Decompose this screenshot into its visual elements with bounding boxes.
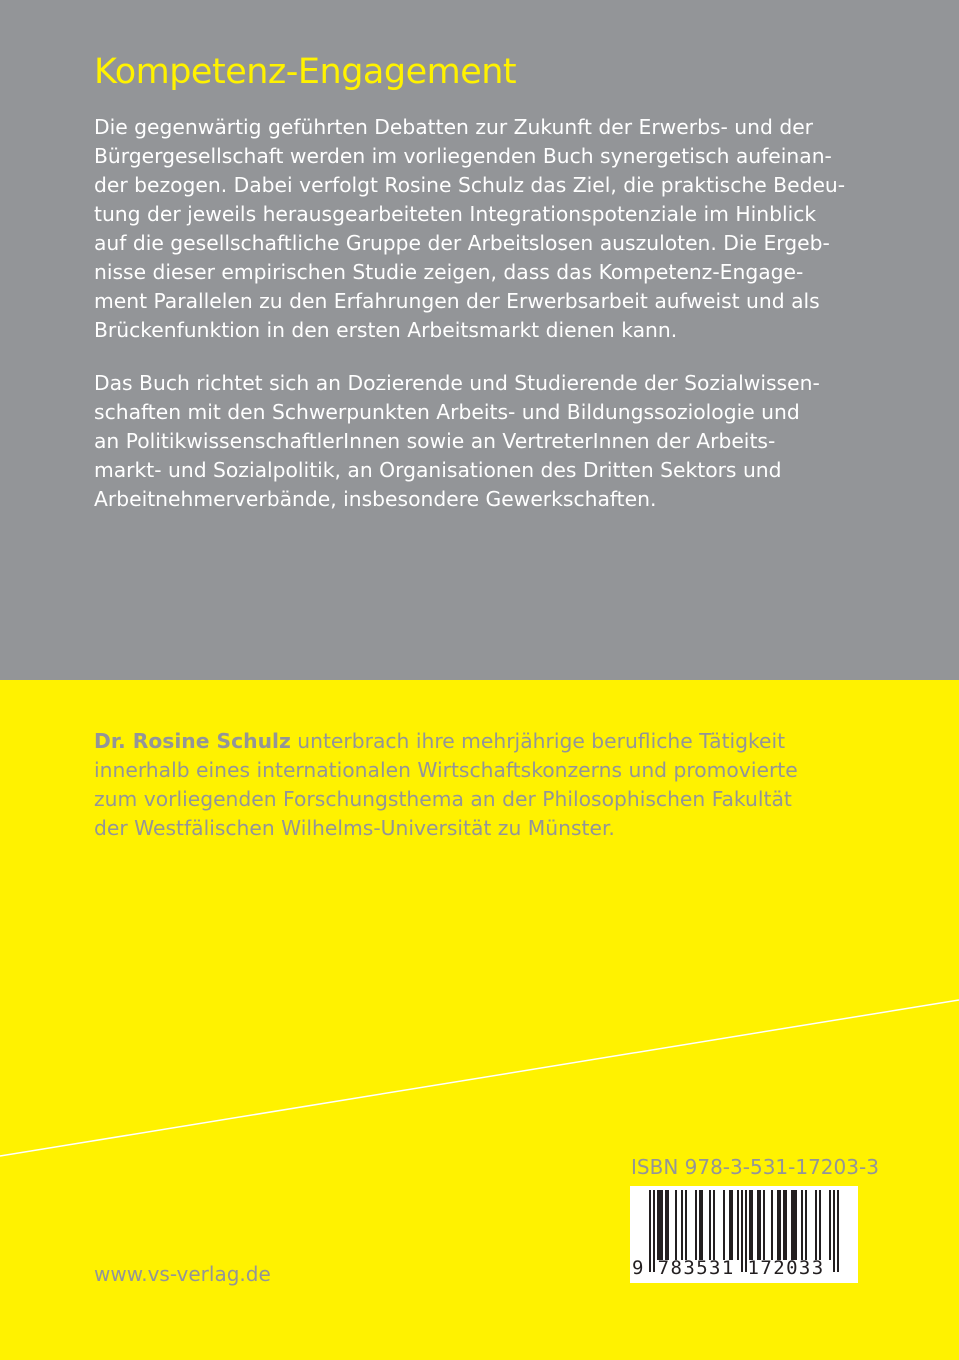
barcode-bar (795, 1190, 797, 1260)
barcode-bar (675, 1190, 677, 1260)
text-line: der Westfälischen Wilhelms-Universität zu Münster. (94, 816, 615, 840)
barcode-bar (815, 1190, 817, 1260)
text-line: auf die gesellschaftliche Gruppe der Arbeitslosen auszuloten. Die Ergeb- (94, 231, 830, 255)
text-line: nisse dieser empirischen Studie zeigen, dass das Kompetenz-Engage- (94, 260, 804, 284)
barcode-bar (819, 1190, 821, 1260)
barcode-bar (737, 1190, 739, 1260)
barcode-bar (667, 1190, 669, 1260)
text-line: an PolitikwissenschaftlerInnen sowie an VertreterInnen der Arbeits- (94, 429, 776, 453)
barcode-bar (801, 1190, 803, 1260)
barcode-bar (657, 1190, 659, 1260)
barcode-bar (785, 1190, 787, 1260)
barcode-bar (771, 1190, 773, 1260)
barcode-bar (681, 1190, 683, 1260)
publisher-website: www.vs-verlag.de (94, 1262, 271, 1286)
barcode-bar (759, 1190, 761, 1260)
text-line: zum vorliegenden Forschungsthema an der Philosophischen Fakultät (94, 787, 792, 811)
text-line: Bürgergesellschaft werden im vorliegenden Buch synergetisch aufeinan- (94, 144, 832, 168)
barcode-bar (791, 1190, 793, 1260)
text-line (94, 727, 874, 756)
barcode-bar (713, 1190, 715, 1260)
barcode-bar (685, 1190, 687, 1260)
author-name: Dr. Rosine Schulz (94, 729, 291, 753)
barcode-bar (757, 1190, 759, 1260)
barcode-bar (661, 1190, 663, 1260)
description-paragraph-1 (94, 113, 874, 345)
barcode-bar (731, 1190, 733, 1260)
author-bio (94, 727, 874, 843)
text-line: innerhalb eines internationalen Wirtschaftskonzerns und promovierte (94, 758, 798, 782)
barcode-bar (699, 1190, 701, 1260)
barcode-bar (783, 1190, 785, 1260)
barcode-bar (709, 1190, 711, 1260)
barcode-bar (695, 1190, 697, 1260)
barcode-bar (701, 1190, 703, 1260)
barcode-bar (777, 1190, 779, 1260)
text-line: Arbeitnehmerverbände, insbesondere Gewerkschaften. (94, 487, 657, 511)
barcode-bar (793, 1190, 795, 1260)
text-line: der bezogen. Dabei verfolgt Rosine Schulz das Ziel, die praktische Bedeu- (94, 173, 846, 197)
barcode-bar (729, 1190, 731, 1260)
text-line: tung der jeweils herausgearbeiteten Integrationspotenziale im Hinblick (94, 202, 817, 226)
text-line: schaften mit den Schwerpunkten Arbeits- und Bildungssoziologie und (94, 400, 800, 424)
text-line: ment Parallelen zu den Erfahrungen der Erwerbsarbeit aufweist und als (94, 289, 820, 313)
barcode-bar (829, 1190, 831, 1260)
barcode-bar (723, 1190, 725, 1260)
barcode-digits: 9 783531 172033 (632, 1257, 825, 1279)
book-title: Kompetenz-Engagement (94, 52, 517, 92)
barcode-bar (751, 1190, 753, 1260)
barcode-bar (763, 1190, 765, 1260)
text-line: Das Buch richtet sich an Dozierende und Studierende der Sozialwissen- (94, 371, 820, 395)
barcode-bar (665, 1190, 667, 1260)
barcode-bar (749, 1190, 751, 1260)
text-line: Die gegenwärtig geführten Debatten zur Zukunft der Erwerbs- und der (94, 115, 814, 139)
description-paragraph-2 (94, 369, 874, 514)
barcode-bar (659, 1190, 661, 1260)
barcode-bar (779, 1190, 781, 1260)
author-bio-start: unterbrach ihre mehrjährige berufliche Tätigkeit (290, 729, 786, 753)
isbn-label: ISBN 978-3-531-17203-3 (631, 1155, 879, 1179)
barcode-bar (805, 1190, 807, 1260)
text-line: Brückenfunktion in den ersten Arbeitsmarkt dienen kann. (94, 318, 678, 342)
text-line: markt- und Sozialpolitik, an Organisationen des Dritten Sektors und (94, 458, 782, 482)
